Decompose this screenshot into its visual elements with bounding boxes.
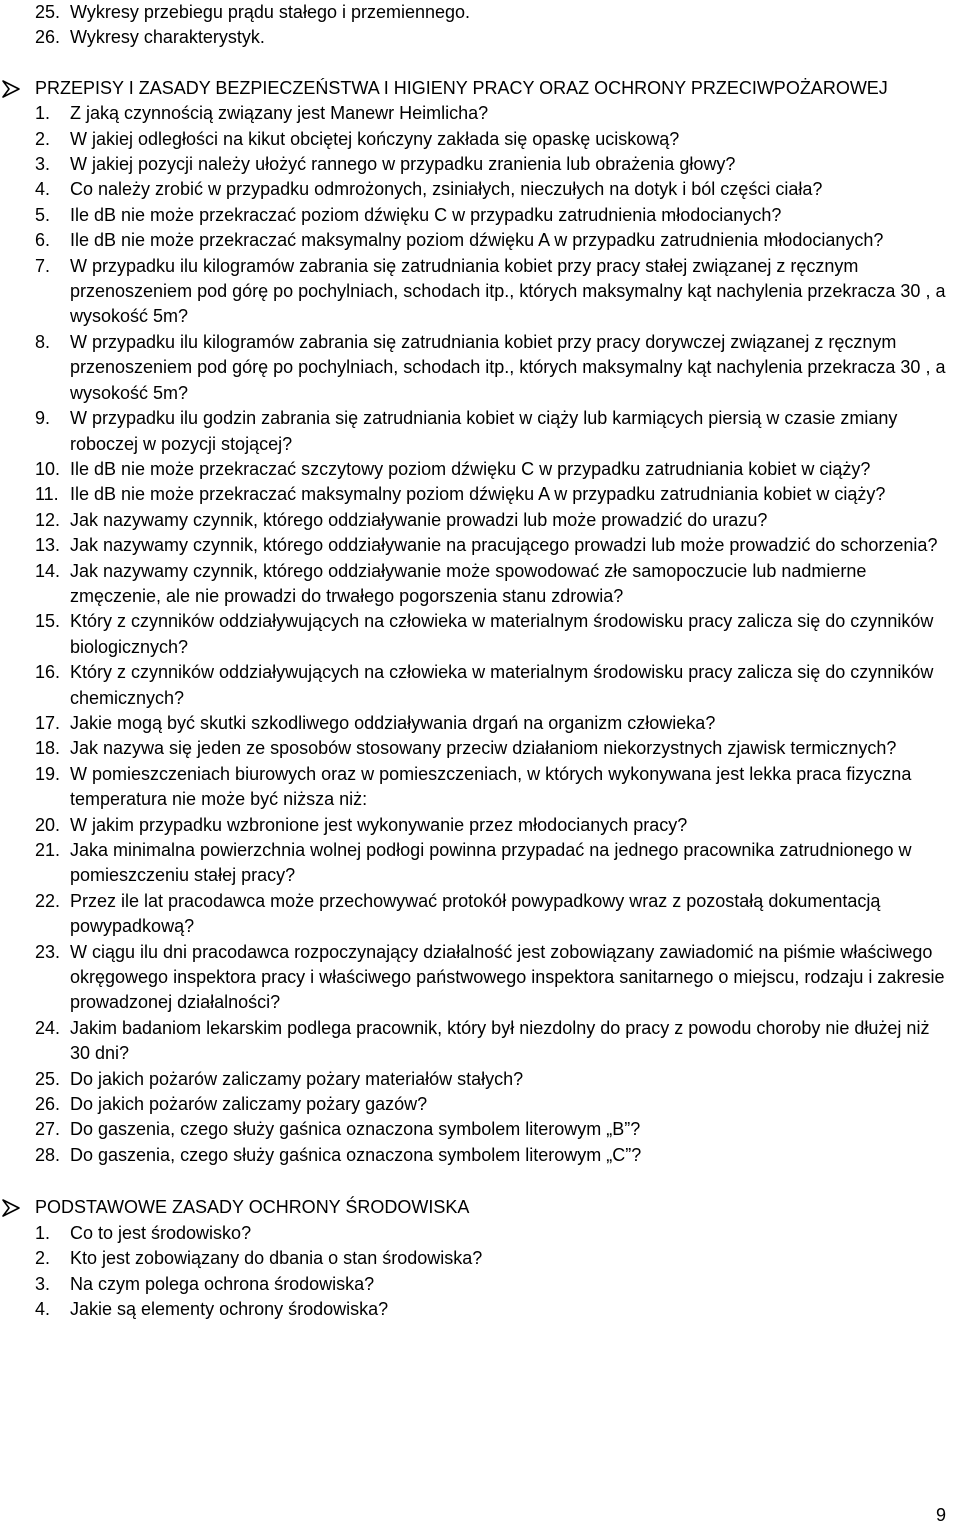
item-number: 21. (35, 840, 61, 860)
item-number: 3. (35, 154, 51, 175)
bhp-question-list (35, 101, 947, 1168)
item-text: Z jaką czynnością związany jest Manewr Heimlicha? (70, 103, 489, 124)
item-text: Jakie mogą być skutki szkodliwego oddziaływania drgań na organizm człowieka? (70, 712, 716, 733)
item-number: 19. (35, 763, 61, 784)
item-number: 28. (35, 1144, 61, 1165)
item-number: 18. (35, 738, 61, 759)
item-number: 5. (35, 204, 51, 225)
item-number: 10. (35, 458, 61, 479)
list-item (35, 838, 947, 889)
item-text: Do jakich pożarów zaliczamy pożary gazów? (70, 1094, 428, 1115)
list-item (35, 609, 947, 660)
list-item (35, 228, 947, 253)
item-number: 23. (35, 941, 61, 962)
item-text: Który z czynników oddziaływujących na człowieka w materialnym środowisku pracy zalicza się do czynników biologicznych? (70, 611, 934, 657)
list-item (35, 101, 947, 126)
item-text: W przypadku ilu kilogramów zabrania się zatrudniania kobiet przy pracy stałej związanej z ręcznym przenoszeniem pod górę po pochylniach, schodach itp., których maksymalny kąt nachylenia przekracza 30 , a wysokość 5m? (70, 255, 946, 327)
item-text: W przypadku ilu godzin zabrania się zatrudniania kobiet w ciąży lub karmiących piersią w czasie zmiany roboczej w pozycji stojącej? (70, 408, 898, 454)
item-number: 27. (35, 1119, 61, 1140)
item-number: 11. (35, 484, 59, 505)
item-text: Ile dB nie może przekraczać poziom dźwięku C w przypadku zatrudnienia młodocianych? (70, 204, 782, 225)
item-number: 14. (35, 560, 61, 581)
list-item (35, 762, 947, 813)
item-number: 2. (35, 1248, 51, 1269)
item-number: 1. (35, 1222, 51, 1243)
item-number: 9. (35, 408, 51, 429)
item-text: Przez ile lat pracodawca może przechowywać protokół powypadkowy wraz z pozostałą dokumentacją powypadkową? (70, 890, 881, 937)
item-number: 16. (35, 662, 61, 683)
list-item (35, 1117, 947, 1142)
section-heading-text: PRZEPISY I ZASADY BEZPIECZEŃSTWA I HIGIENY PRACY ORAZ OCHRONY PRZECIWPOŻAROWEJ (35, 77, 888, 98)
item-text: Ile dB nie może przekraczać maksymalny poziom dźwięku A w przypadku zatrudniania kobiet w ciąży? (70, 484, 886, 505)
item-number: 8. (35, 331, 51, 352)
item-text: Jak nazywamy czynnik, którego oddziaływanie na pracującego prowadzi lub może prowadzić do schorzenia? (70, 535, 938, 556)
section-bhp (35, 76, 947, 1168)
arrow-bullet-icon (0, 78, 22, 100)
item-text: Kto jest zobowiązany do dbania o stan środowiska? (70, 1248, 483, 1269)
item-number: 15. (35, 611, 61, 632)
list-item (35, 457, 947, 482)
list-item (35, 736, 947, 761)
item-text: W pomieszczeniach biurowych oraz w pomieszczeniach, w których wykonywana jest lekka praca fizyczna temperatura nie może być niższa niż: (70, 763, 912, 810)
item-number: 25. (35, 1068, 61, 1089)
item-number: 13. (35, 535, 61, 556)
item-number: 4. (35, 179, 51, 200)
item-text: Jak nazywamy czynnik, którego oddziaływanie może spowodować złe samopoczucie lub nadmierne zmęczenie, ale nie prowadzi do trwałego pogorszenia stanu zdrowia? (70, 560, 867, 606)
item-text: W jakiej pozycji należy ułożyć rannego w przypadku zranienia lub obrażenia głowy? (70, 154, 736, 175)
section-environment (35, 1195, 947, 1322)
spacer (35, 51, 947, 76)
item-text: W jakiej odległości na kikut obciętej kończyny zakłada się opaskę uciskową? (70, 128, 680, 149)
item-text: W ciągu ilu dni pracodawca rozpoczynający działalność jest zobowiązany zawiadomić na piśmie właściwego okręgowego inspektora pracy i właściwego państwowego inspektora sanitarnego o miejscu, rodzaju i zakresie prowadzonej działalności? (70, 941, 945, 1013)
item-text: Na czym polega ochrona środowiska? (70, 1273, 375, 1294)
list-item (35, 889, 947, 940)
list-item (35, 508, 947, 533)
item-text: Jak nazywamy czynnik, którego oddziaływanie prowadzi lub może prowadzić do urazu? (70, 509, 768, 530)
item-number: 22. (35, 890, 61, 911)
item-text: Wykresy przebiegu prądu stałego i przemiennego. (70, 2, 471, 22)
item-text: Jaka minimalna powierzchnia wolnej podłogi powinna przypadać na jednego pracownika zatrudnionego w pomieszczeniu stałej pracy? (70, 840, 912, 886)
item-text: Do gaszenia, czego służy gaśnica oznaczona symbolem literowym „B”? (70, 1119, 641, 1140)
item-text: W jakim przypadku wzbronione jest wykonywanie przez młodocianych pracy? (70, 814, 688, 835)
item-number: 1. (35, 103, 51, 124)
spacer (35, 1168, 947, 1195)
list-item (35, 203, 947, 228)
item-text: Ile dB nie może przekraczać maksymalny poziom dźwięku A w przypadku zatrudnienia młodocianych? (70, 230, 884, 251)
section-heading-text: PODSTAWOWE ZASADY OCHRONY ŚRODOWISKA (35, 1197, 470, 1218)
item-number: 7. (35, 255, 51, 276)
item-text: Co to jest środowisko? (70, 1222, 252, 1243)
list-item (35, 177, 947, 202)
list-item (35, 406, 947, 457)
list-item (35, 533, 947, 558)
list-item (35, 254, 947, 330)
item-number: 26. (35, 27, 61, 48)
list-item (35, 1016, 947, 1067)
list-item (35, 25, 947, 50)
list-item (35, 1246, 947, 1271)
item-text: Ile dB nie może przekraczać szczytowy poziom dźwięku C w przypadku zatrudniania kobiet w ciąży? (70, 458, 871, 479)
item-text: W przypadku ilu kilogramów zabrania się zatrudniania kobiet przy pracy dorywczej związanej z ręcznym przenoszeniem pod górę po pochylniach, schodach itp., których maksymalny kąt nachylenia przekracza 30 , a wysokość 5m? (70, 331, 946, 403)
list-item (35, 940, 947, 1016)
item-number: 4. (35, 1298, 51, 1319)
list-item (35, 152, 947, 177)
item-number: 3. (35, 1273, 51, 1294)
arrow-bullet-icon (0, 1197, 22, 1219)
item-text: Jak nazywa się jeden ze sposobów stosowany przeciw działaniom niekorzystnych zjawisk termicznych? (70, 738, 897, 759)
list-item (35, 0, 947, 25)
list-item (35, 1092, 947, 1117)
item-number: 17. (35, 712, 61, 733)
item-text: Który z czynników oddziaływujących na człowieka w materialnym środowisku pracy zalicza się do czynników chemicznych? (70, 662, 934, 708)
list-item (35, 559, 947, 610)
list-item (35, 1297, 947, 1322)
item-number: 12. (35, 509, 61, 530)
list-item (35, 1272, 947, 1297)
item-text: Do gaszenia, czego służy gaśnica oznaczona symbolem literowym „C”? (70, 1144, 642, 1165)
item-number: 24. (35, 1017, 61, 1038)
item-text: Co należy zrobić w przypadku odmrożonych, zsiniałych, nieczułych na dotyk i ból części ciała? (70, 179, 823, 200)
list-item (35, 330, 947, 406)
environment-question-list (35, 1221, 947, 1323)
item-number: 2. (35, 128, 51, 149)
item-number: 26. (35, 1094, 61, 1115)
list-item (35, 482, 947, 507)
list-item (35, 813, 947, 838)
item-text: Do jakich pożarów zaliczamy pożary materiałów stałych? (70, 1068, 524, 1089)
item-number: 25. (35, 2, 61, 22)
item-text: Jakie są elementy ochrony środowiska? (70, 1298, 389, 1319)
item-text: Wykresy charakterystyk. (70, 27, 265, 48)
item-text: Jakim badaniom lekarskim podlega pracownik, który był niezdolny do pracy z powodu choroby nie dłużej niż 30 dni? (70, 1017, 930, 1064)
list-item (35, 1143, 947, 1168)
section-heading (35, 1195, 947, 1220)
list-item (35, 711, 947, 736)
page-number: 9 (935, 1504, 946, 1525)
list-item (35, 127, 947, 152)
page-content (35, 0, 947, 1322)
list-item (35, 660, 947, 711)
section-heading (35, 76, 947, 101)
item-number: 20. (35, 814, 61, 835)
item-number: 6. (35, 230, 51, 251)
intro-list (35, 0, 947, 51)
list-item (35, 1221, 947, 1246)
list-item (35, 1067, 947, 1092)
